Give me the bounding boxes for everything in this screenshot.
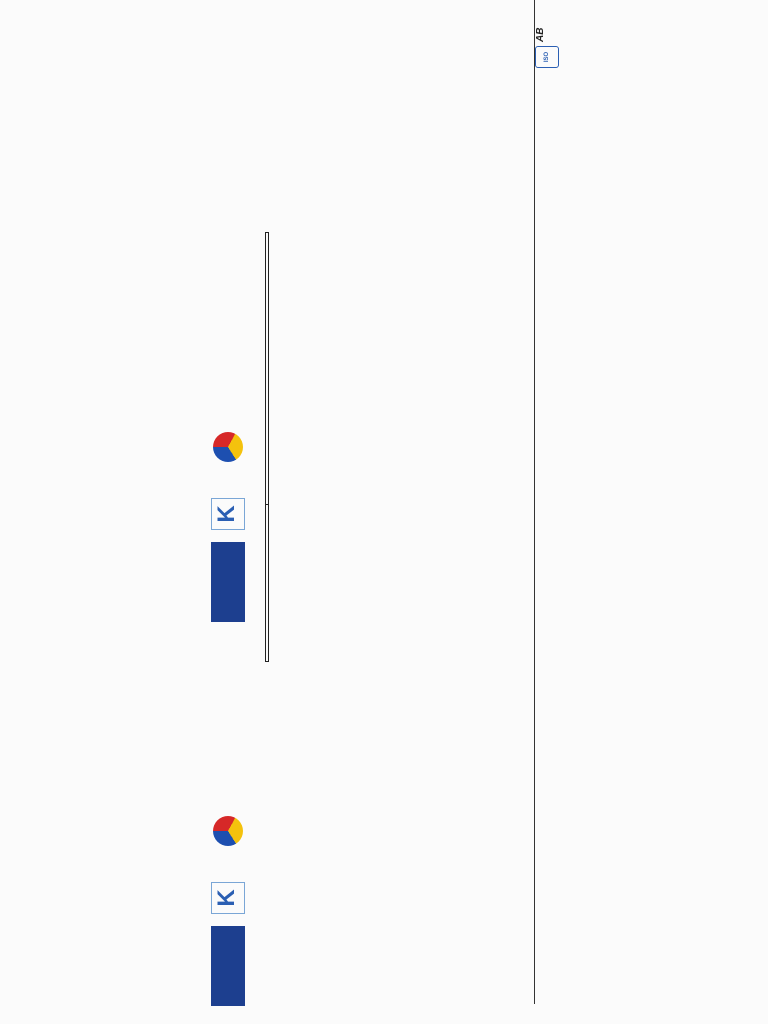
kalahi-logo: K [211, 882, 245, 914]
certification-mark-icon: AB [535, 27, 546, 42]
bagong-pilipinas-logo [213, 816, 243, 846]
bagong-pilipinas-logo [213, 432, 243, 462]
dswd-logo [211, 926, 245, 1006]
page-header [207, 0, 251, 622]
kalahi-logo: K [211, 498, 245, 530]
page-footer [534, 0, 565, 620]
page-1 [199, 0, 569, 628]
dswd-logo [211, 542, 245, 622]
iso-badge-icon: ISO [535, 46, 559, 68]
